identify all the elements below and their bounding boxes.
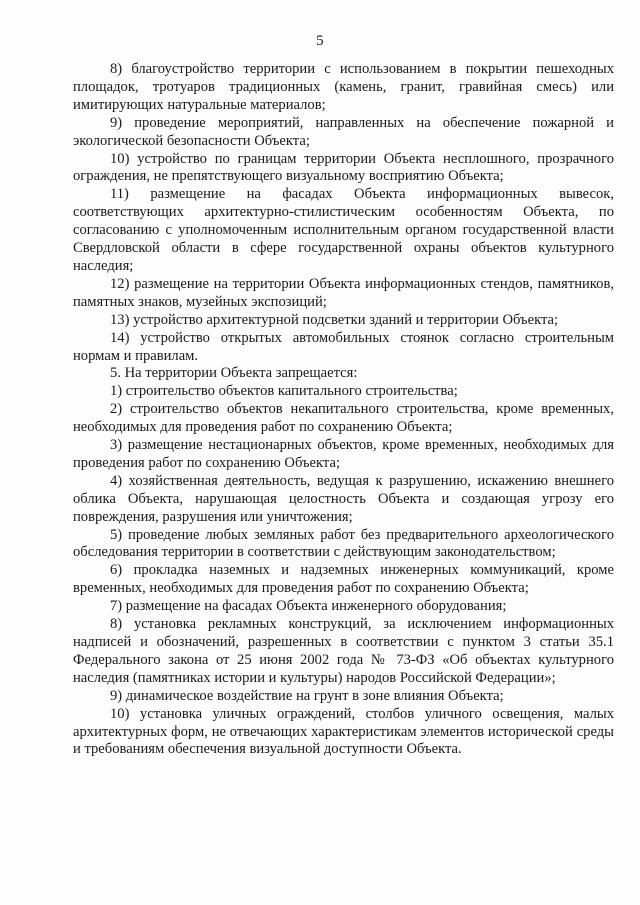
- paragraph-item-14-parking: 14) устройство открытых автомобильных стоянок согласно строительным нормам и правилам.: [73, 329, 614, 364]
- paragraph-item-12-stands: 12) размещение на территории Объекта информационных стендов, памятников, памятных знаков, музейных экспозиций;: [73, 275, 614, 310]
- document-body: [73, 61, 614, 759]
- paragraph-prohibited-4: 4) хозяйственная деятельность, ведущая к разрушению, искажению внешнего облика Объекта, нарушающая целостность Объекта и создающая угрозу его повреждения, разрушения или уничтожения;: [73, 472, 614, 525]
- paragraph-prohibited-5: 5) проведение любых земляных работ без предварительного археологического обследования территории в соответствии с действующим законодательством;: [73, 526, 614, 561]
- section-heading-prohibited: 5. На территории Объекта запрещается:: [110, 365, 358, 382]
- paragraph-item-10-fencing: 10) устройство по границам территории Объекта несплошного, прозрачного ограждения, не препятствующего визуальному восприятию Объекта;: [73, 150, 614, 185]
- paragraph-prohibited-8: 8) установка рекламных конструкций, за исключением информационных надписей и обозначений, разрешенных в соответствии с пунктом 3 статьи 35.1 Федерального закона от 25 июня 2002 года № 73-ФЗ «Об объектах культурного наследия (памятниках истории и культуры) народов Российской Федерации»;: [73, 616, 614, 686]
- paragraph-prohibited-9: 9) динамическое воздействие на грунт в зоне влияния Объекта;: [110, 687, 504, 704]
- paragraph-prohibited-10: 10) установка уличных ограждений, столбов уличного освещения, малых архитектурных форм, не отвечающих характеристикам элементов исторической среды и требованиям обеспечения визуальной доступности Объекта.: [73, 705, 614, 758]
- page-number: 5: [316, 33, 324, 49]
- paragraph-item-11-signage: 11) размещение на фасадах Объекта информационных вывесок, соответствующих архитектурно-стилистическим особенностям Объекта, по согласованию с уполномоченным исполнительным органом государственной власти Свердловской области в сфере государственной охраны объектов культурного наследия;: [73, 186, 614, 274]
- paragraph-prohibited-2: 2) строительство объектов некапитального строительства, кроме временных, необходимых для проведения работ по сохранению Объекта;: [73, 401, 614, 436]
- paragraph-prohibited-7: 7) размещение на фасадах Объекта инженерного оборудования;: [110, 598, 507, 615]
- paragraph-item-8-landscaping: 8) благоустройство территории с использованием в покрытии пешеходных площадок, тротуаров традиционных (камень, гранит, гравийная смесь) или имитирующих натуральные материалов;: [73, 61, 614, 113]
- paragraph-item-13-lighting: 13) устройство архитектурной подсветки зданий и территории Объекта;: [110, 311, 559, 328]
- paragraph-prohibited-3: 3) размещение нестационарных объектов, кроме временных, необходимых для проведения работ по сохранению Объекта;: [73, 437, 614, 471]
- paragraph-prohibited-1: 1) строительство объектов капитального строительства;: [110, 383, 458, 400]
- paragraph-item-9-safety: 9) проведение мероприятий, направленных на обеспечение пожарной и экологической безопасности Объекта;: [73, 114, 614, 149]
- paragraph-prohibited-6: 6) прокладка наземных и надземных инженерных коммуникаций, кроме временных, необходимых для проведения работ по сохранению Объекта;: [73, 562, 614, 597]
